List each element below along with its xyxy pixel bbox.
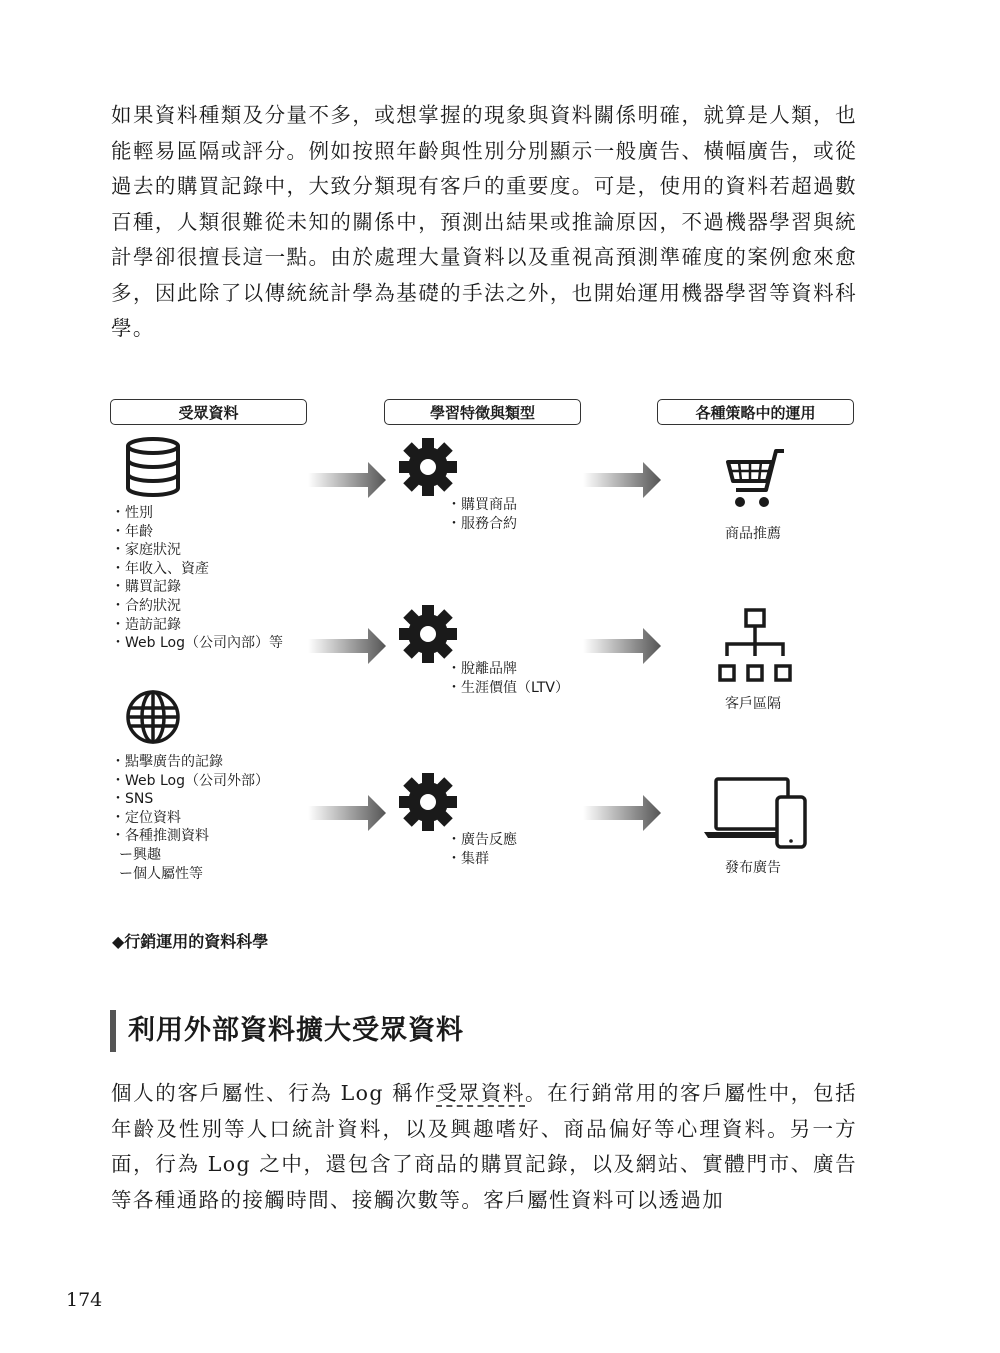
- audience-internal-list: [113, 504, 283, 653]
- gear-icon: [398, 437, 458, 497]
- database-icon: [124, 436, 182, 498]
- figure-caption: ◆行銷運用的資料科學: [112, 932, 269, 951]
- shopping-cart-icon: [722, 448, 788, 510]
- gear-icon: [398, 604, 458, 664]
- list-item: ・ 定位資料: [113, 809, 269, 828]
- header-strategy-usage: 各種策略中的運用: [657, 399, 854, 425]
- list-item: ・ Web Log（公司外部）: [113, 772, 269, 791]
- intro-paragraph: 如果資料種類及分量不多，或想掌握的現象與資料關係明確，就算是人類，也能輕易區隔或評分。例如按照年齡與性別分別顯示一般廣告、橫幅廣告，或從過去的購買記錄中，大致分類現有客戶的重要度。可是，使用的資料若超過數百種，人類很難從未知的關係中，預測出結果或推論原因，不過機器學習與統計學卻很擅長這一點。由於處理大量資料以及重視高預測準確度的案例愈來愈多，因此除了以傳統統計學為基礎的手法之外，也開始運用機器學習等資料科學。: [111, 103, 857, 340]
- list-item: ・ 脫離品牌: [449, 660, 569, 679]
- gear-icon: [398, 772, 458, 832]
- header-audience-data: 受眾資料: [110, 399, 307, 425]
- body-paragraph: [111, 1076, 857, 1218]
- laptop-phone-icon: [704, 776, 808, 850]
- list-item: ・ Web Log（公司內部）等: [113, 634, 283, 653]
- globe-icon: [124, 688, 182, 746]
- list-item: ・ 性別: [113, 504, 283, 523]
- audience-external-list: [113, 753, 269, 883]
- list-item: ・ 造訪記錄: [113, 616, 283, 635]
- list-item: ・ 各種推測資料: [113, 827, 269, 846]
- list-item: ・ 購買商品: [449, 496, 517, 515]
- list-subitem: ー興趣: [119, 846, 161, 863]
- section-heading: 利用外部資料擴大受眾資料: [110, 1010, 464, 1052]
- list-item: ・ 廣告反應: [449, 831, 517, 850]
- list-item: ・ 集群: [449, 850, 517, 869]
- feature-list-1: [449, 496, 517, 533]
- arrow-right-icon: [308, 795, 388, 831]
- header-learning-features: 學習特徵與類型: [384, 399, 581, 425]
- list-item: ・ 服務合約: [449, 515, 517, 534]
- body-text-before: 個人的客戶屬性、行為 Log 稱作: [111, 1081, 437, 1105]
- feature-list-2: [449, 660, 569, 697]
- list-item: ・ 合約狀況: [113, 597, 283, 616]
- use-label-customer-segmentation: 客戶區隔: [725, 696, 781, 712]
- arrow-right-icon: [583, 462, 663, 498]
- page-number: 174: [66, 1289, 103, 1311]
- use-label-product-recommendation: 商品推薦: [725, 526, 781, 542]
- arrow-right-icon: [308, 462, 388, 498]
- arrow-right-icon: [308, 628, 388, 664]
- use-label-ad-delivery: 發布廣告: [725, 860, 781, 876]
- list-item: ・ 年收入、資產: [113, 560, 283, 579]
- list-item: ・ 購買記錄: [113, 578, 283, 597]
- list-item: ・ 生涯價值（LTV）: [449, 679, 569, 698]
- keyword-audience-data: 受眾資料: [436, 1081, 526, 1105]
- list-subitem: ー個人屬性等: [119, 865, 203, 882]
- list-item: ・ 年齡: [113, 523, 283, 542]
- feature-list-3: [449, 831, 517, 868]
- org-chart-icon: [718, 608, 792, 684]
- list-item: ・ 點擊廣告的記錄: [113, 753, 269, 772]
- body-text-after: 。在行銷常用的客戶屬性中，包括年齡及性別等人口統計資料，以及興趣嗜好、商品偏好等心理資料。另一方面，行為 Log 之中，還包含了商品的購買記錄，以及網站、實體門市、廣告等各種通路的接觸時間、接觸次數等。客戶屬性資料可以透過加: [111, 1081, 858, 1212]
- arrow-right-icon: [583, 628, 663, 664]
- arrow-right-icon: [583, 795, 663, 831]
- list-item: ・ 家庭狀況: [113, 541, 283, 560]
- list-item: ・ SNS: [113, 790, 269, 809]
